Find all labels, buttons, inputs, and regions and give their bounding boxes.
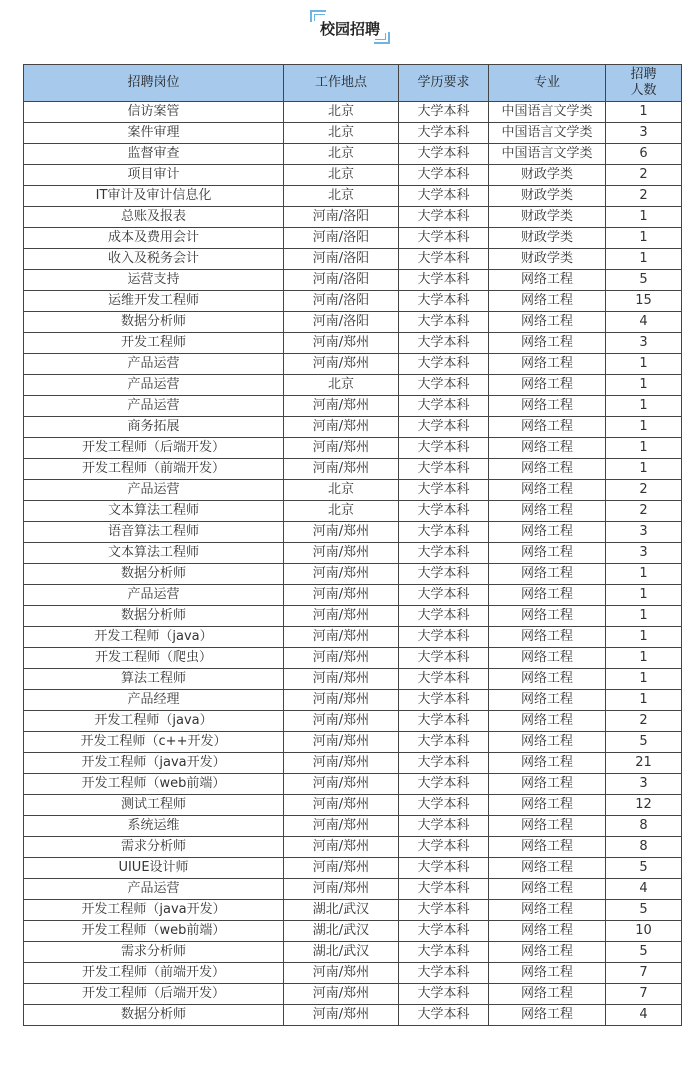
cell-education: 大学本科 [399, 711, 489, 732]
cell-education: 大学本科 [399, 249, 489, 270]
cell-position: 开发工程师（c++开发） [24, 732, 284, 753]
cell-location: 湖北/武汉 [284, 900, 399, 921]
cell-major: 网络工程 [489, 648, 606, 669]
cell-position: IT审计及审计信息化 [24, 186, 284, 207]
cell-location: 北京 [284, 123, 399, 144]
cell-major: 网络工程 [489, 795, 606, 816]
cell-location: 河南/洛阳 [284, 291, 399, 312]
cell-count: 1 [606, 690, 682, 711]
cell-location: 河南/郑州 [284, 984, 399, 1005]
cell-location: 湖北/武汉 [284, 921, 399, 942]
cell-location: 河南/郑州 [284, 837, 399, 858]
cell-education: 大学本科 [399, 858, 489, 879]
cell-education: 大学本科 [399, 795, 489, 816]
cell-major: 网络工程 [489, 984, 606, 1005]
cell-position: 收入及税务会计 [24, 249, 284, 270]
cell-count: 1 [606, 564, 682, 585]
cell-count: 4 [606, 879, 682, 900]
cell-position: 产品运营 [24, 480, 284, 501]
cell-count: 7 [606, 984, 682, 1005]
cell-location: 河南/郑州 [284, 606, 399, 627]
cell-major: 财政学类 [489, 228, 606, 249]
cell-education: 大学本科 [399, 270, 489, 291]
table-row [24, 564, 682, 585]
cell-location: 北京 [284, 144, 399, 165]
cell-position: 案件审理 [24, 123, 284, 144]
cell-count: 1 [606, 354, 682, 375]
cell-count: 1 [606, 648, 682, 669]
cell-major: 网络工程 [489, 480, 606, 501]
cell-position: 开发工程师（爬虫） [24, 648, 284, 669]
cell-position: 文本算法工程师 [24, 501, 284, 522]
header-count-line1: 招聘 [630, 67, 657, 82]
table-row [24, 228, 682, 249]
cell-count: 15 [606, 291, 682, 312]
cell-position: 开发工程师 [24, 333, 284, 354]
cell-major: 网络工程 [489, 522, 606, 543]
table-row [24, 900, 682, 921]
cell-location: 河南/洛阳 [284, 207, 399, 228]
table-row [24, 354, 682, 375]
cell-position: 测试工程师 [24, 795, 284, 816]
cell-major: 网络工程 [489, 774, 606, 795]
table-header-row [24, 65, 682, 102]
cell-education: 大学本科 [399, 333, 489, 354]
cell-count: 3 [606, 543, 682, 564]
cell-education: 大学本科 [399, 207, 489, 228]
cell-location: 河南/郑州 [284, 543, 399, 564]
cell-location: 湖北/武汉 [284, 942, 399, 963]
cell-position: 开发工程师（java） [24, 711, 284, 732]
header-count-line2: 人数 [630, 83, 657, 98]
cell-major: 网络工程 [489, 879, 606, 900]
cell-education: 大学本科 [399, 417, 489, 438]
cell-count: 8 [606, 816, 682, 837]
cell-education: 大学本科 [399, 774, 489, 795]
cell-location: 河南/郑州 [284, 669, 399, 690]
cell-location: 河南/洛阳 [284, 270, 399, 291]
cell-major: 网络工程 [489, 459, 606, 480]
header-location: 工作地点 [284, 65, 399, 102]
cell-count: 5 [606, 270, 682, 291]
table-row [24, 270, 682, 291]
cell-position: 运维开发工程师 [24, 291, 284, 312]
cell-education: 大学本科 [399, 648, 489, 669]
cell-location: 河南/郑州 [284, 711, 399, 732]
cell-education: 大学本科 [399, 879, 489, 900]
cell-location: 河南/郑州 [284, 333, 399, 354]
cell-count: 4 [606, 312, 682, 333]
cell-major: 中国语言文学类 [489, 123, 606, 144]
cell-position: 产品运营 [24, 585, 284, 606]
cell-location: 河南/洛阳 [284, 228, 399, 249]
cell-location: 河南/郑州 [284, 396, 399, 417]
cell-count: 3 [606, 774, 682, 795]
table-row [24, 1005, 682, 1026]
cell-count: 6 [606, 144, 682, 165]
cell-position: 语音算法工程师 [24, 522, 284, 543]
cell-location: 河南/郑州 [284, 753, 399, 774]
table-row [24, 501, 682, 522]
cell-position: 数据分析师 [24, 606, 284, 627]
table-row [24, 816, 682, 837]
cell-education: 大学本科 [399, 459, 489, 480]
cell-count: 3 [606, 123, 682, 144]
cell-location: 河南/洛阳 [284, 312, 399, 333]
cell-location: 北京 [284, 102, 399, 123]
cell-major: 网络工程 [489, 312, 606, 333]
cell-major: 网络工程 [489, 963, 606, 984]
table-row [24, 207, 682, 228]
cell-education: 大学本科 [399, 585, 489, 606]
cell-education: 大学本科 [399, 312, 489, 333]
cell-education: 大学本科 [399, 144, 489, 165]
table-row [24, 123, 682, 144]
table-row [24, 480, 682, 501]
cell-position: 成本及费用会计 [24, 228, 284, 249]
cell-count: 1 [606, 669, 682, 690]
cell-education: 大学本科 [399, 501, 489, 522]
cell-major: 中国语言文学类 [489, 102, 606, 123]
page-title-box [310, 10, 390, 44]
cell-position: 商务拓展 [24, 417, 284, 438]
cell-major: 网络工程 [489, 543, 606, 564]
cell-major: 网络工程 [489, 753, 606, 774]
cell-position: 开发工程师（前端开发） [24, 963, 284, 984]
cell-position: 产品运营 [24, 375, 284, 396]
cell-position: 产品运营 [24, 354, 284, 375]
table-row [24, 165, 682, 186]
cell-location: 河南/郑州 [284, 732, 399, 753]
table-row [24, 396, 682, 417]
cell-location: 北京 [284, 375, 399, 396]
cell-education: 大学本科 [399, 606, 489, 627]
table-row [24, 879, 682, 900]
cell-education: 大学本科 [399, 543, 489, 564]
cell-location: 河南/郑州 [284, 522, 399, 543]
cell-count: 5 [606, 900, 682, 921]
cell-education: 大学本科 [399, 396, 489, 417]
table-row [24, 963, 682, 984]
cell-position: 数据分析师 [24, 1005, 284, 1026]
cell-education: 大学本科 [399, 753, 489, 774]
table-row [24, 837, 682, 858]
cell-education: 大学本科 [399, 438, 489, 459]
cell-location: 北京 [284, 501, 399, 522]
cell-major: 网络工程 [489, 396, 606, 417]
cell-education: 大学本科 [399, 690, 489, 711]
cell-education: 大学本科 [399, 186, 489, 207]
cell-major: 网络工程 [489, 291, 606, 312]
cell-location: 河南/郑州 [284, 438, 399, 459]
cell-position: 产品经理 [24, 690, 284, 711]
cell-education: 大学本科 [399, 669, 489, 690]
cell-position: 开发工程师（java） [24, 627, 284, 648]
table-row [24, 732, 682, 753]
cell-count: 1 [606, 585, 682, 606]
cell-education: 大学本科 [399, 228, 489, 249]
cell-education: 大学本科 [399, 1005, 489, 1026]
cell-location: 北京 [284, 186, 399, 207]
cell-position: 监督审查 [24, 144, 284, 165]
cell-location: 北京 [284, 480, 399, 501]
title-corner-bracket-icon [374, 32, 390, 44]
cell-position: 产品运营 [24, 396, 284, 417]
cell-major: 网络工程 [489, 1005, 606, 1026]
cell-count: 1 [606, 627, 682, 648]
table-row [24, 690, 682, 711]
cell-major: 网络工程 [489, 333, 606, 354]
cell-education: 大学本科 [399, 522, 489, 543]
header-major: 专业 [489, 65, 606, 102]
cell-education: 大学本科 [399, 291, 489, 312]
cell-major: 网络工程 [489, 564, 606, 585]
cell-education: 大学本科 [399, 123, 489, 144]
cell-education: 大学本科 [399, 165, 489, 186]
cell-position: 信访案管 [24, 102, 284, 123]
cell-count: 1 [606, 417, 682, 438]
cell-count: 12 [606, 795, 682, 816]
cell-count: 2 [606, 480, 682, 501]
cell-education: 大学本科 [399, 732, 489, 753]
cell-position: 产品运营 [24, 879, 284, 900]
cell-location: 河南/洛阳 [284, 249, 399, 270]
table-row [24, 753, 682, 774]
table-row [24, 942, 682, 963]
cell-position: UIUE设计师 [24, 858, 284, 879]
cell-education: 大学本科 [399, 627, 489, 648]
page-title: 校园招聘 [319, 20, 380, 38]
header-count [606, 65, 682, 102]
cell-location: 河南/郑州 [284, 774, 399, 795]
table-row [24, 312, 682, 333]
cell-education: 大学本科 [399, 942, 489, 963]
table-row [24, 459, 682, 480]
header-education: 学历要求 [399, 65, 489, 102]
cell-major: 网络工程 [489, 417, 606, 438]
cell-major: 网络工程 [489, 732, 606, 753]
table-row [24, 627, 682, 648]
cell-major: 财政学类 [489, 186, 606, 207]
cell-count: 1 [606, 438, 682, 459]
cell-major: 网络工程 [489, 900, 606, 921]
cell-major: 网络工程 [489, 627, 606, 648]
cell-major: 网络工程 [489, 837, 606, 858]
cell-location: 河南/郑州 [284, 648, 399, 669]
cell-count: 1 [606, 207, 682, 228]
cell-education: 大学本科 [399, 900, 489, 921]
cell-location: 河南/郑州 [284, 585, 399, 606]
cell-count: 5 [606, 942, 682, 963]
table-row [24, 102, 682, 123]
table-row [24, 669, 682, 690]
job-table-body [24, 102, 682, 1026]
cell-position: 需求分析师 [24, 837, 284, 858]
table-row [24, 606, 682, 627]
table-row [24, 333, 682, 354]
cell-count: 10 [606, 921, 682, 942]
table-row [24, 585, 682, 606]
cell-location: 北京 [284, 165, 399, 186]
cell-count: 7 [606, 963, 682, 984]
cell-education: 大学本科 [399, 375, 489, 396]
cell-count: 1 [606, 459, 682, 480]
cell-count: 2 [606, 501, 682, 522]
cell-position: 项目审计 [24, 165, 284, 186]
cell-count: 1 [606, 102, 682, 123]
cell-education: 大学本科 [399, 963, 489, 984]
cell-education: 大学本科 [399, 984, 489, 1005]
cell-location: 河南/郑州 [284, 459, 399, 480]
cell-major: 网络工程 [489, 690, 606, 711]
cell-location: 河南/郑州 [284, 690, 399, 711]
cell-position: 数据分析师 [24, 312, 284, 333]
cell-count: 21 [606, 753, 682, 774]
cell-count: 5 [606, 732, 682, 753]
cell-position: 需求分析师 [24, 942, 284, 963]
cell-location: 河南/郑州 [284, 627, 399, 648]
cell-count: 1 [606, 396, 682, 417]
table-row [24, 711, 682, 732]
cell-location: 河南/郑州 [284, 354, 399, 375]
cell-major: 网络工程 [489, 921, 606, 942]
cell-position: 数据分析师 [24, 564, 284, 585]
cell-position: 开发工程师（java开发） [24, 753, 284, 774]
table-row [24, 438, 682, 459]
cell-major: 网络工程 [489, 501, 606, 522]
cell-location: 河南/郑州 [284, 795, 399, 816]
cell-position: 算法工程师 [24, 669, 284, 690]
cell-education: 大学本科 [399, 480, 489, 501]
cell-major: 网络工程 [489, 585, 606, 606]
cell-education: 大学本科 [399, 816, 489, 837]
cell-education: 大学本科 [399, 354, 489, 375]
cell-count: 2 [606, 165, 682, 186]
cell-count: 3 [606, 522, 682, 543]
cell-major: 网络工程 [489, 942, 606, 963]
cell-major: 网络工程 [489, 354, 606, 375]
cell-count: 2 [606, 186, 682, 207]
table-row [24, 921, 682, 942]
table-row [24, 795, 682, 816]
cell-position: 开发工程师（后端开发） [24, 984, 284, 1005]
cell-position: 开发工程师（web前端） [24, 774, 284, 795]
cell-major: 网络工程 [489, 438, 606, 459]
cell-position: 文本算法工程师 [24, 543, 284, 564]
cell-education: 大学本科 [399, 921, 489, 942]
cell-count: 1 [606, 375, 682, 396]
cell-location: 河南/郑州 [284, 858, 399, 879]
table-row [24, 417, 682, 438]
table-row [24, 249, 682, 270]
table-row [24, 858, 682, 879]
table-row [24, 648, 682, 669]
cell-count: 8 [606, 837, 682, 858]
table-row [24, 291, 682, 312]
cell-location: 河南/郑州 [284, 1005, 399, 1026]
cell-position: 总账及报表 [24, 207, 284, 228]
table-row [24, 543, 682, 564]
cell-location: 河南/郑州 [284, 417, 399, 438]
table-row [24, 375, 682, 396]
cell-major: 网络工程 [489, 669, 606, 690]
cell-major: 网络工程 [489, 711, 606, 732]
cell-position: 系统运维 [24, 816, 284, 837]
cell-position: 运营支持 [24, 270, 284, 291]
cell-position: 开发工程师（后端开发） [24, 438, 284, 459]
cell-count: 1 [606, 228, 682, 249]
header-position: 招聘岗位 [24, 65, 284, 102]
cell-major: 网络工程 [489, 375, 606, 396]
cell-position: 开发工程师（web前端） [24, 921, 284, 942]
table-row [24, 144, 682, 165]
table-row [24, 984, 682, 1005]
cell-major: 中国语言文学类 [489, 144, 606, 165]
table-row [24, 186, 682, 207]
cell-count: 1 [606, 606, 682, 627]
cell-count: 2 [606, 711, 682, 732]
table-row [24, 774, 682, 795]
cell-major: 网络工程 [489, 270, 606, 291]
cell-education: 大学本科 [399, 102, 489, 123]
cell-location: 河南/郑州 [284, 879, 399, 900]
cell-location: 河南/郑州 [284, 564, 399, 585]
cell-major: 网络工程 [489, 858, 606, 879]
cell-education: 大学本科 [399, 837, 489, 858]
cell-count: 4 [606, 1005, 682, 1026]
cell-location: 河南/郑州 [284, 816, 399, 837]
table-row [24, 522, 682, 543]
cell-position: 开发工程师（java开发） [24, 900, 284, 921]
cell-major: 财政学类 [489, 249, 606, 270]
cell-count: 1 [606, 249, 682, 270]
cell-major: 财政学类 [489, 165, 606, 186]
cell-location: 河南/郑州 [284, 963, 399, 984]
cell-count: 5 [606, 858, 682, 879]
job-table [23, 64, 682, 1026]
cell-major: 财政学类 [489, 207, 606, 228]
cell-count: 3 [606, 333, 682, 354]
cell-position: 开发工程师（前端开发） [24, 459, 284, 480]
cell-major: 网络工程 [489, 816, 606, 837]
cell-major: 网络工程 [489, 606, 606, 627]
cell-education: 大学本科 [399, 564, 489, 585]
